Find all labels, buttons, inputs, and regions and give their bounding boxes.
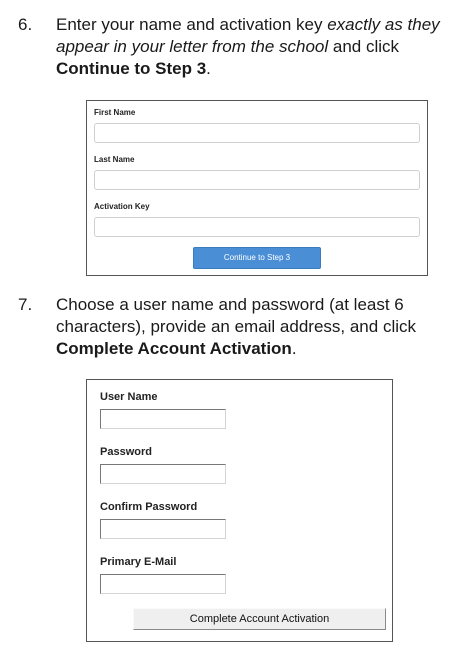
activation-key-label: Activation Key (94, 202, 150, 211)
step-7-text: Choose a user name and password (at least 6 characters), provide an email address, and click Complete Account Activation. (56, 295, 416, 358)
step-number: 7. (18, 295, 33, 314)
primary-email-label: Primary E-Mail (100, 556, 177, 568)
account-form-panel (86, 379, 393, 642)
first-name-input[interactable] (94, 123, 420, 143)
continue-to-step-3-button[interactable]: Continue to Step 3 (193, 247, 321, 269)
first-name-label: First Name (94, 108, 136, 117)
activation-form-panel (86, 100, 428, 276)
confirm-password-label: Confirm Password (100, 501, 198, 513)
password-input[interactable] (100, 464, 226, 484)
last-name-input[interactable] (94, 170, 420, 190)
last-name-label: Last Name (94, 155, 135, 164)
confirm-password-input[interactable] (100, 519, 226, 539)
password-label: Password (100, 446, 152, 458)
primary-email-input[interactable] (100, 574, 226, 594)
step-7-instruction (18, 294, 458, 360)
step-6-text: Enter your name and activation key exactly as they appear in your letter from the school and click Continue to Step 3. (56, 15, 440, 78)
step-number: 6. (18, 15, 33, 34)
complete-account-activation-button[interactable]: Complete Account Activation (133, 608, 386, 630)
activation-key-input[interactable] (94, 217, 420, 237)
step-6-instruction (18, 14, 458, 80)
user-name-label: User Name (100, 391, 158, 403)
user-name-input[interactable] (100, 409, 226, 429)
